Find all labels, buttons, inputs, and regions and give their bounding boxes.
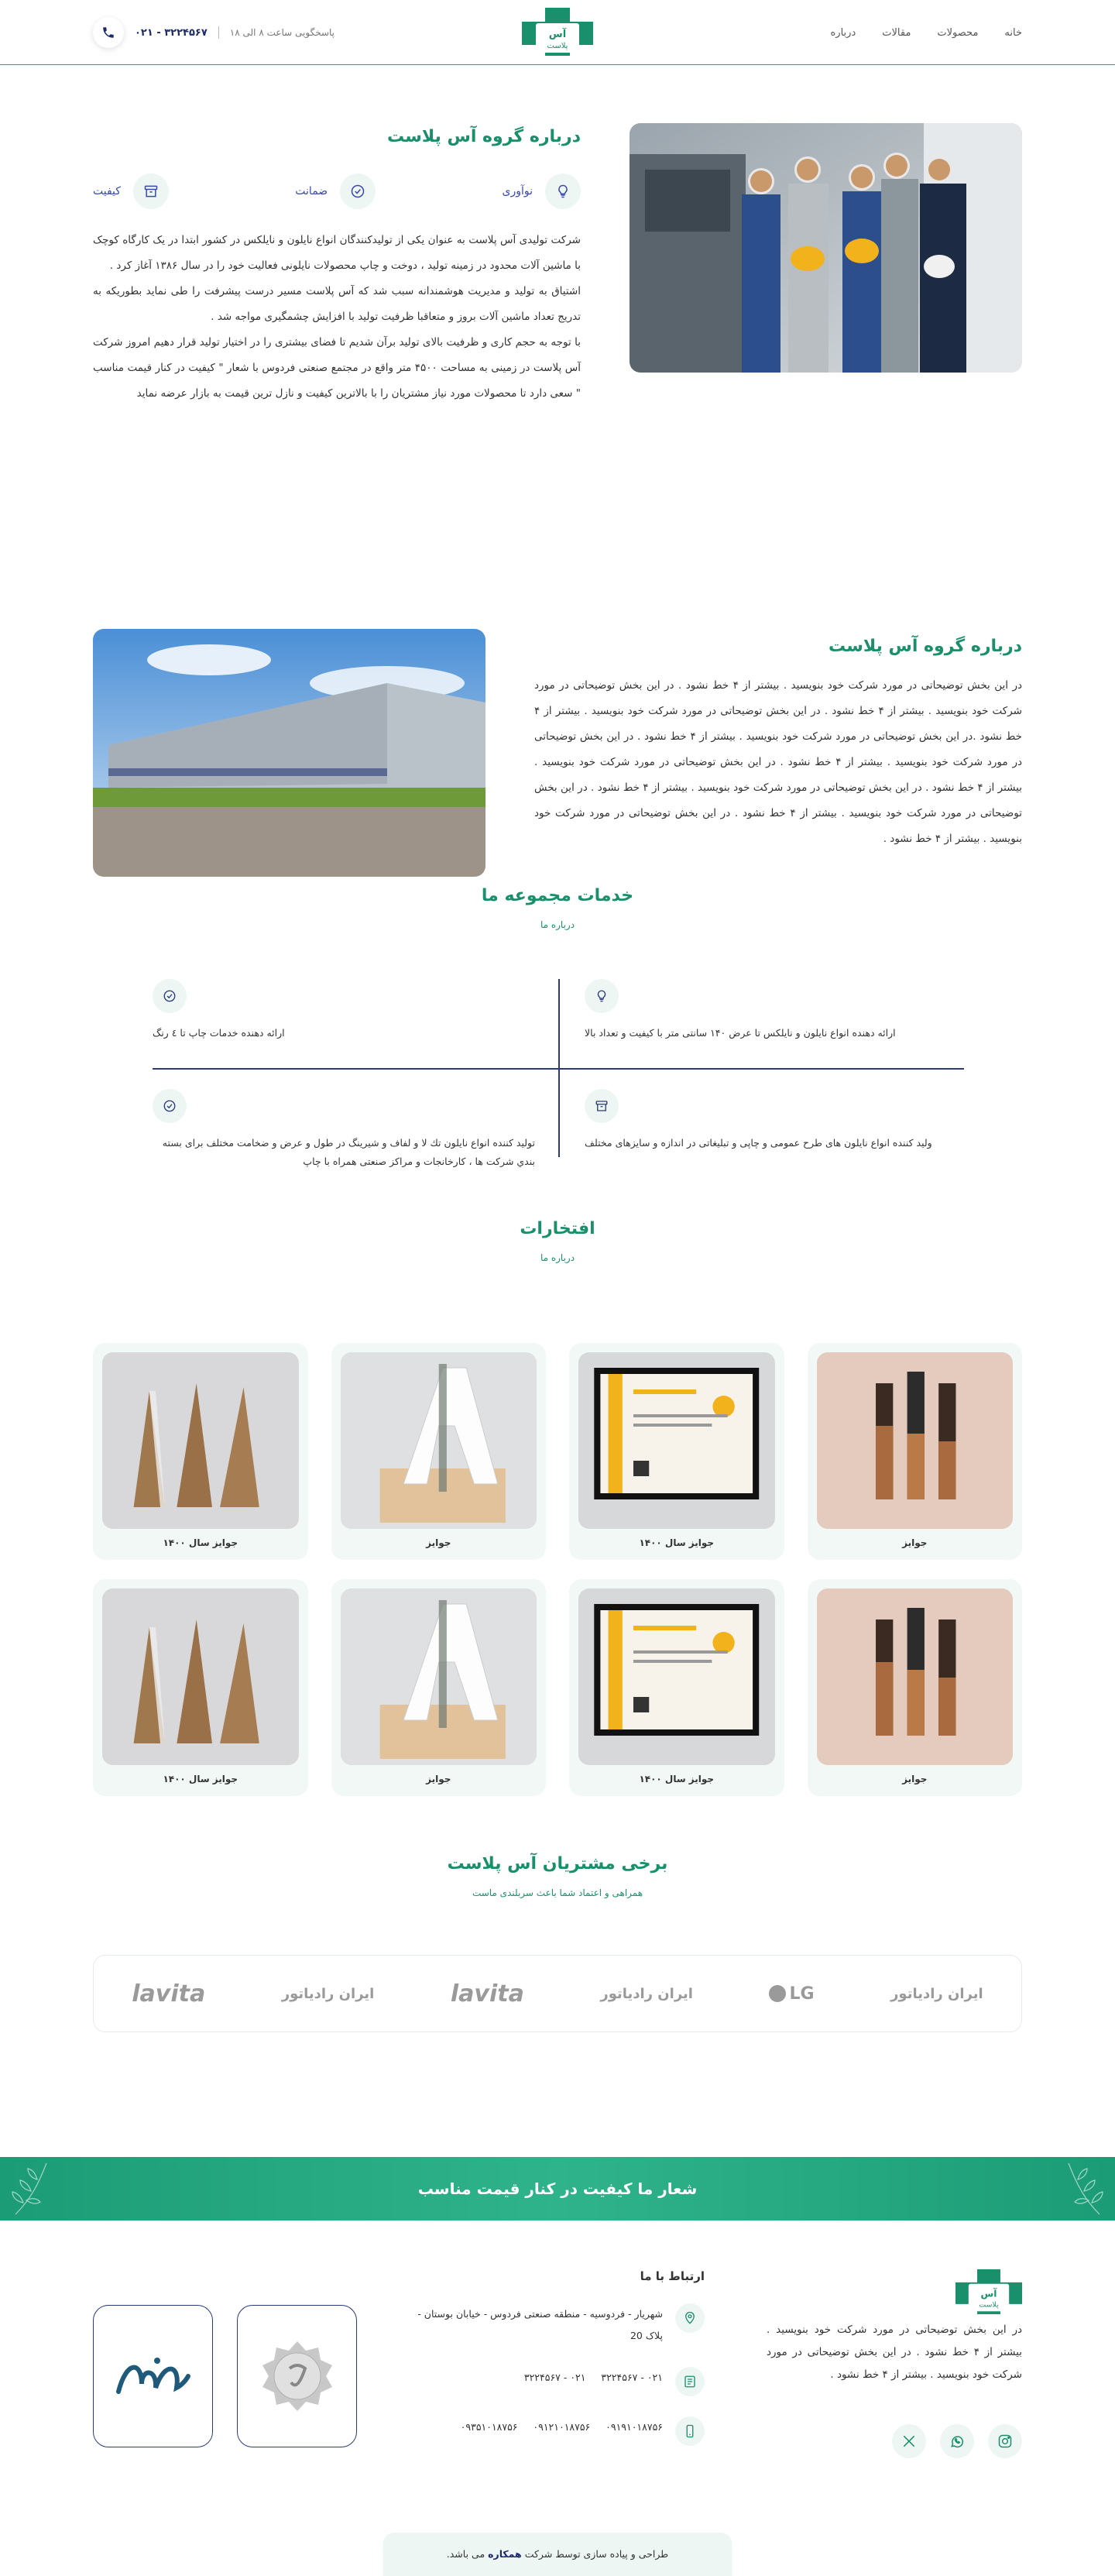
about-paragraph-1: شرکت تولیدی آس پلاست به عنوان یکی از تولیدکنندگان انواع نایلون و نایلکس در کشور ابتدا در یک کارگاه کوچک با ماشین آلات محدود در زمینه تولید ، دوخت و چاپ محصولات نایلونی فعالیت خود را در سال ۱۳۸۶ آغاز کرد .: [93, 234, 581, 272]
brand-logo: ایران رادیاتور: [890, 1985, 983, 2002]
about2-title: درباره گروه آس پلاست: [828, 637, 1022, 656]
feature-label: نوآوری: [502, 185, 533, 197]
award-image: [578, 1589, 775, 1765]
location-icon: [675, 2303, 705, 2333]
lightbulb-icon: [545, 173, 581, 209]
brand-logo: lavita: [450, 1980, 524, 2008]
slogan-text: شعار ما کیفیت در کنار قیمت مناسب: [417, 2179, 698, 2198]
award-card[interactable]: [569, 1343, 784, 1560]
award-image: [341, 1589, 537, 1765]
service-item: [153, 1089, 535, 1171]
award-caption: جوایز سال ۱۴۰۰: [163, 1537, 238, 1548]
customers-section: [0, 1854, 1115, 2056]
feature-warranty: [295, 173, 376, 209]
brand-logo: lavita: [132, 1980, 206, 2008]
lightbulb-icon: [585, 979, 619, 1013]
leaf-icon: [8, 2160, 54, 2217]
archive-icon: [585, 1089, 619, 1123]
award-caption: جوایز: [426, 1774, 451, 1784]
brand-logo: LG: [769, 1984, 814, 2004]
services-title: خدمات مجموعه ما: [481, 886, 634, 905]
enamad-icon: [111, 2345, 196, 2407]
award-image: [341, 1352, 537, 1529]
mobile-numbers[interactable]: ۰۹۱۹۱۰۱۸۷۵۶ ۰۹۱۲۱۰۱۸۷۵۶ ۰۹۳۵۱۰۱۸۷۵۶: [460, 2421, 663, 2433]
support-hours: پاسخگویی ساعت ۸ الی ۱۸: [229, 27, 335, 38]
trust-seal-samandehi[interactable]: [237, 2305, 357, 2447]
svg-text:آس: آس: [548, 29, 567, 40]
award-card[interactable]: [93, 1579, 308, 1796]
site-footer: [93, 2262, 1022, 2494]
brand-logo: ایران رادیاتور: [600, 1985, 693, 2002]
award-caption: جوایز: [902, 1537, 928, 1548]
mobile-row: [410, 2416, 705, 2446]
nav-home[interactable]: خانه: [1004, 26, 1022, 39]
service-item: [585, 979, 964, 1042]
nav-articles[interactable]: مقالات: [882, 26, 911, 39]
award-card[interactable]: [808, 1579, 1023, 1796]
main-nav: [831, 27, 1023, 39]
award-caption: جوایز: [426, 1537, 451, 1548]
about2-text: [534, 637, 1022, 852]
x-twitter-icon[interactable]: [892, 2424, 926, 2458]
lg-icon: [769, 1985, 786, 2002]
header-phone[interactable]: ۰۲۱ - ۳۲۲۴۵۶۷: [135, 26, 208, 39]
service-text: ارائه دهنده خدمات چاپ تا ٤ رنگ: [153, 1027, 285, 1039]
about-section: [0, 65, 1115, 514]
award-card[interactable]: [93, 1343, 308, 1560]
honors-grid: [93, 1343, 1022, 1796]
feature-innovation: [503, 173, 582, 209]
award-caption: جوایز: [902, 1774, 928, 1784]
site-header: [0, 0, 1115, 65]
phone-row: [410, 2367, 705, 2396]
nav-about[interactable]: درباره: [830, 26, 856, 39]
brand-logo: ایران رادیاتور: [281, 1985, 375, 2002]
slogan-banner: [0, 2157, 1115, 2221]
whatsapp-icon[interactable]: [940, 2424, 974, 2458]
seal-icon: [259, 2337, 336, 2415]
service-text: تولید کننده انواع نایلون تك لا و لفاف و شیرینگ در طول و عرض و ضخامت مختلف برای بسته بندي شرکت ها ، کارخانجات و مراکز صنعتی همراه با چاپ: [162, 1137, 535, 1167]
service-item: [153, 979, 535, 1042]
award-caption: جوایز سال ۱۴۰۰: [639, 1537, 715, 1548]
award-card[interactable]: [569, 1579, 784, 1796]
about-paragraph-3: با توجه به حجم کاری و ظرفیت بالای تولید برآن شدیم تا فضای بیشتری را در اختیار تولید قرار دهیم امروز شرکت آس پلاست در زمینی به مساحت ۴۵۰۰ متر واقع در مجتمع صنعتی فردوس با شعار " کیفیت در کنار قیمت مناسب " سعی دارد تا محصولات مورد نیاز مشتریان را با بالاترین کیفیت و نازل ترین قیمت به بازار عرضه نماید: [93, 336, 581, 400]
instagram-icon[interactable]: [988, 2424, 1022, 2458]
services-section: [0, 886, 1115, 1219]
copyright-prefix: طراحی و پیاده سازی توسط شرکت: [524, 2548, 669, 2560]
service-text: ارائه دهنده انواع نایلون و نایلکس تا عرض ۱۴۰ سانتی متر با کیفیت و تعداد بالا: [585, 1027, 896, 1039]
leaf-icon: [1061, 2160, 1107, 2217]
honors-section: [0, 1219, 1115, 1854]
svg-text:پلاست: پلاست: [547, 42, 568, 50]
designer-link[interactable]: همکاره: [488, 2548, 522, 2560]
services-subtitle: درباره ما: [540, 919, 575, 930]
badge-check-icon: [340, 173, 376, 209]
services-grid: [153, 979, 964, 1167]
about-title: درباره گروه آس پلاست: [386, 127, 581, 146]
honors-title: افتخارات: [520, 1219, 595, 1238]
mobile-icon: [675, 2416, 705, 2446]
social-links: [892, 2424, 1022, 2458]
header-contact: [93, 17, 334, 48]
address-text: شهریار - فردوسیه - منطقه صنعتی فردوس - خیابان بوستان - پلاک 20: [417, 2308, 663, 2341]
about-section-2: [0, 514, 1115, 886]
award-image: [102, 1352, 299, 1529]
customers-title: برخی مشتریان آس پلاست: [447, 1854, 668, 1874]
copyright-suffix: می باشد.: [446, 2548, 485, 2560]
about-paragraph-2: اشتیاق به تولید و مدیریت هوشمندانه سبب شد که آس پلاست مسیر درست پیشرفت را طی نماید بطوریکه به تدریج تعداد ماشین آلات بروز و متعاقبا ظرفیت تولید با افزایش چشمگیری مواجه شد .: [93, 285, 581, 323]
award-card[interactable]: [331, 1343, 547, 1560]
divider: [153, 1068, 964, 1070]
service-item: [585, 1089, 964, 1152]
site-logo[interactable]: [522, 8, 593, 56]
feature-quality: [93, 173, 169, 209]
about2-paragraph: در این بخش توضیحاتی در مورد شرکت خود بنویسید . بیشتر از ۴ خط نشود . در این بخش توضیحاتی در مورد شرکت خود بنویسید . بیشتر از ۴ خط نشود . در این بخش توضیحاتی در مورد شرکت خود بنویسید . بیشتر از ۴ خط نشود .در این بخش توضیحاتی در مورد شرکت خود بنویسید . بیشتر از ۴ خط نشود . در این بخش توضیحاتی در مورد شرکت خود بنویسید . بیشتر از ۴ خط نشود . در این بخش توضیحاتی در مورد شرکت خود بنویسید . بیشتر از ۴ خط نشود . در این بخش توضیحاتی در مورد شرکت خود بنویسید . بیشتر از ۴ خط نشود . در این بخش توضیحاتی در مورد شرکت خود بنویسید . بیشتر از ۴ خط نشود . در این بخش توضیحاتی در مورد شرکت خود بنویسید . بیشتر از ۴ خط نشود .: [534, 679, 1023, 845]
badge-check-icon: [153, 979, 187, 1013]
footer-about: در این بخش توضیحاتی در مورد شرکت خود بنویسید . بیشتر از ۴ خط نشود . در این بخش توضیحاتی در مورد شرکت خود بنویسید . بیشتر از ۴ خط نشود .: [767, 2324, 1023, 2381]
award-image: [817, 1589, 1014, 1765]
award-card[interactable]: [808, 1343, 1023, 1560]
about-text: [93, 127, 581, 407]
address-row: [410, 2303, 705, 2347]
feature-label: ضمانت: [295, 185, 328, 197]
honors-subtitle: درباره ما: [540, 1252, 575, 1263]
contact-block: [410, 2269, 705, 2446]
archive-icon: [133, 173, 169, 209]
svg-text:پلاست: پلاست: [979, 2300, 999, 2310]
brand-strip: [93, 1955, 1022, 2032]
award-image: [578, 1352, 775, 1529]
feature-label: کیفیت: [93, 185, 121, 197]
award-caption: جوایز سال ۱۴۰۰: [639, 1774, 715, 1784]
service-text: ولید کننده انواع نایلون های طرح عمومی و چاپی و تبلیغاتی در اندازه و سایزهای مختلف: [585, 1137, 932, 1149]
phone-numbers[interactable]: ۰۲۱ - ۳۲۲۴۵۶۷ ۰۲۱ - ۳۲۲۴۵۶۷: [523, 2372, 663, 2383]
feature-list: [93, 173, 581, 209]
award-card[interactable]: [331, 1579, 547, 1796]
copyright-bar: [383, 2533, 732, 2576]
award-image: [102, 1589, 299, 1765]
badge-check-icon: [153, 1089, 187, 1123]
trust-seal-enamad[interactable]: [93, 2305, 213, 2447]
factory-photo: [93, 629, 485, 877]
award-image: [817, 1352, 1014, 1529]
divider: [218, 26, 219, 39]
team-photo: [630, 123, 1022, 373]
contact-title: ارتباط با ما: [640, 2269, 705, 2283]
footer-logo[interactable]: [955, 2269, 1022, 2314]
svg-text:آس: آس: [980, 2288, 997, 2300]
fax-icon: [675, 2367, 705, 2396]
phone-icon[interactable]: [93, 17, 124, 48]
award-caption: جوایز سال ۱۴۰۰: [163, 1774, 238, 1784]
customers-subtitle: همراهی و اعتماد شما باعث سربلندی ماست: [472, 1887, 643, 1898]
nav-products[interactable]: محصولات: [937, 26, 979, 39]
